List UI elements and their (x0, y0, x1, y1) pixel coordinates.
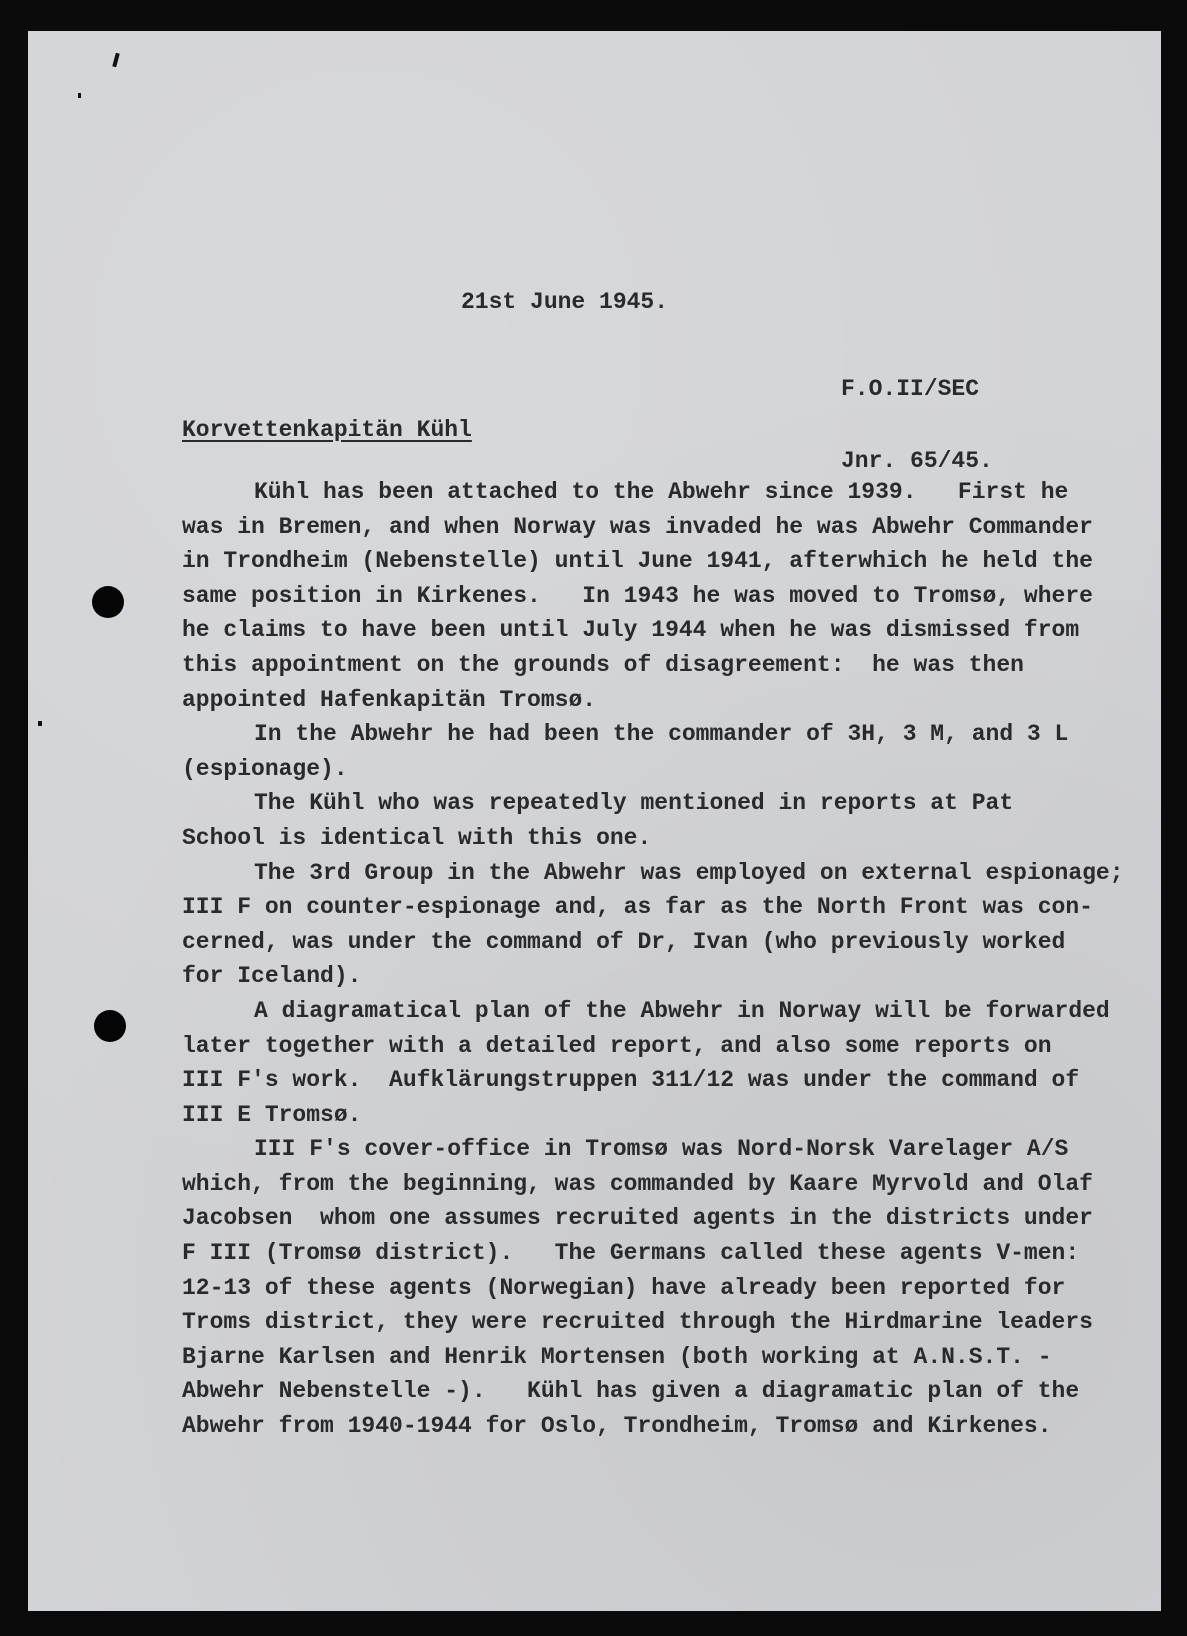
ink-mark (112, 53, 119, 68)
text-line: same position in Kirkenes. In 1943 he was moved to Tromsø, where (182, 582, 1093, 609)
text-line: III F on counter-espionage and, as far as the North Front was con- (182, 894, 1093, 921)
text-line: In the Abwehr he had been the commander of 3H, 3 M, and 3 L (254, 721, 1069, 748)
ink-mark (78, 93, 81, 98)
text-line: The Kühl who was repeatedly mentioned in reports at Pat (254, 790, 1014, 817)
text-line: for Iceland). (182, 963, 362, 990)
document-body (182, 475, 1124, 1444)
text-line: III F's work. Aufklärungstruppen 311/12 was under the command of (182, 1067, 1080, 1094)
text-line: Abwehr from 1940-1944 for Oslo, Trondheim, Tromsø and Kirkenes. (182, 1413, 1052, 1440)
text-line: III F's cover-office in Tromsø was Nord-Norsk Varelager A/S (254, 1136, 1069, 1163)
text-line: The 3rd Group in the Abwehr was employed on external espionage; (254, 859, 1124, 886)
text-line: III E Tromsø. (182, 1101, 362, 1128)
text-line: in Trondheim (Nebenstelle) until June 1941, afterwhich he held the (182, 548, 1093, 575)
reference-office: F.O.II/SEC (841, 376, 980, 402)
text-line: was in Bremen, and when Norway was invaded he was Abwehr Commander (182, 513, 1093, 540)
text-line: this appointment on the grounds of disagreement: he was then (182, 651, 1024, 678)
text-line: Troms district, they were recruited through the Hirdmarine leaders (182, 1309, 1093, 1336)
text-line: which, from the beginning, was commanded by Kaare Myrvold and Olaf (182, 1170, 1093, 1197)
text-line: appointed Hafenkapitän Tromsø. (182, 686, 597, 713)
text-line: 12-13 of these agents (Norwegian) have already been reported for (182, 1274, 1066, 1301)
reference-journal-number: Jnr. 65/45. (841, 448, 993, 474)
text-line: F III (Tromsø district). The Germans called these agents V-men: (182, 1240, 1080, 1267)
document-date: 21st June 1945. (461, 289, 669, 315)
text-line: Kühl has been attached to the Abwehr since 1939. First he (254, 479, 1069, 505)
ink-mark (38, 721, 42, 726)
document-page (28, 31, 1161, 1611)
text-line: A diagramatical plan of the Abwehr in Norway will be forwarded (254, 997, 1110, 1024)
document-heading: Korvettenkapitän Kühl (182, 417, 472, 443)
text-line: Jacobsen whom one assumes recruited agents in the districts under (182, 1205, 1093, 1232)
text-line: he claims to have been until July 1944 when he was dismissed from (182, 617, 1080, 644)
text-line: Bjarne Karlsen and Henrik Mortensen (both working at A.N.S.T. - (182, 1343, 1052, 1370)
text-line: later together with a detailed report, and also some reports on (182, 1032, 1052, 1059)
text-line: Abwehr Nebenstelle -). Kühl has given a diagramatic plan of the (182, 1378, 1080, 1405)
punch-hole (94, 1010, 126, 1042)
text-line: School is identical with this one. (182, 824, 652, 851)
text-line: (espionage). (182, 755, 348, 782)
text-line: cerned, was under the command of Dr, Ivan (who previously worked (182, 928, 1066, 955)
punch-hole (92, 586, 124, 618)
